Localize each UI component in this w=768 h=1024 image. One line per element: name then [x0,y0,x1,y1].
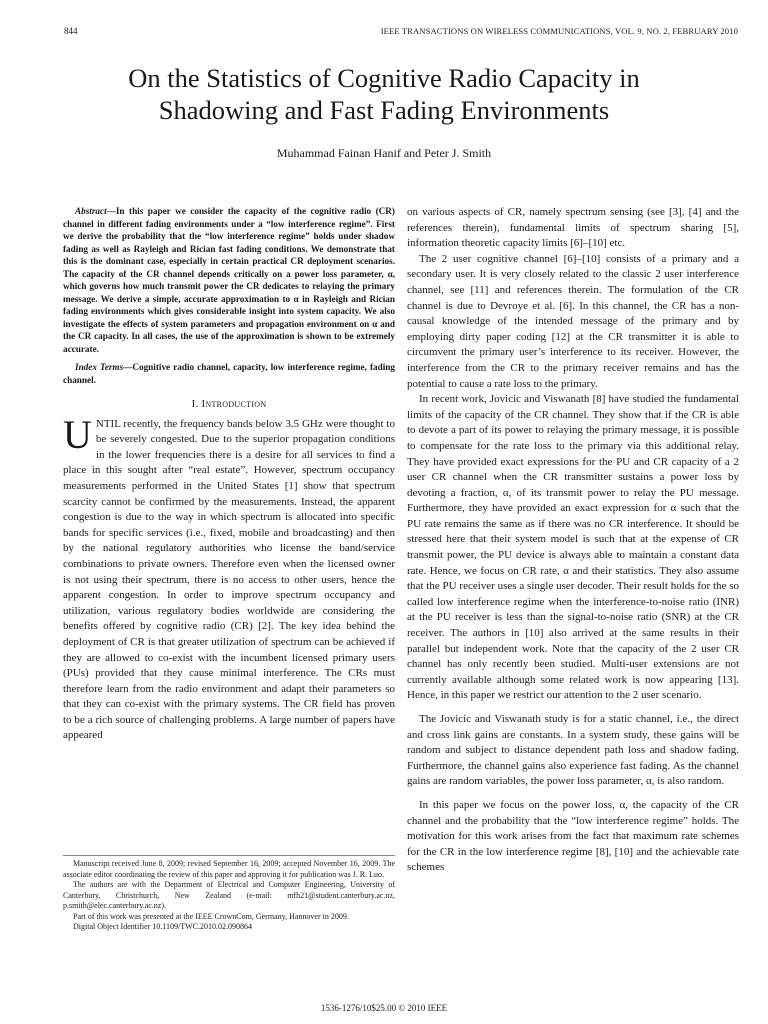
abstract-text: —In this paper we consider the capacity of the cognitive radio (CR) channel in different fading environments under a “low interference regime”. First we derive the probability that the “low interference regime” holds under shadow fading as well as Rayleigh and Rician fast fading conditions. We demonstrate that this is the dominant case, especially in certain practical CR deployment scenarios. The capacity of the CR channel depends critically on a power loss parameter, α, which governs how much transmit power the CR dedicates to relaying the primary message. We derive a simple, accurate approximation to α in Rayleigh and Rician fading environments which gives considerable insight into system capacity. We also investigate the effects of system parameters and propagation environment on α and the CR capacity. In all cases, the use of the approximation is shown to be extremely accurate. [63,206,395,354]
right-paragraph-5: In this paper we focus on the power loss, α, the capacity of the CR channel and the probability that the “low interference regime” holds. The motivation for this work arises from the fact that maximum rate schemes for the CR in the low interference regime [8], [10] and the achievable rate schemes [407,798,739,874]
copyright-line: 1536-1276/10$25.00 © 2010 IEEE [320,1003,448,1013]
section-title: Introduction [201,398,267,410]
right-paragraph-1: on various aspects of CR, namely spectrum sensing (see [3], [4] and the references therein), fundamental limits of spectrum sharing [5], information theoretic capacity limits [6]–[10] etc. [407,206,739,250]
index-terms-label: Index Terms [75,362,124,372]
footnote-presented: Part of this work was presented at the IEEE CrownCom, Germany, Hannover in 2009. [73,911,349,921]
right-paragraph-3: In recent work, Jovicic and Viswanath [8] have studied the fundamental limits of the capacity of the CR channel. They show that if the CR is able to devote a part of its power to relaying the primary message, it is possible to compensate for the rate loss to the primary via this additional relay. They have provided exact expressions for the PU and CR capacity of a 2 user CR channel when the CR transmitter sustains a power loss by devoting a fraction, α, of its transmit power to relay the PU message. Furthermore, they have provided an exact expression for α such that the PU rate remains the same as if there was no CR interference. It should be stressed here that their system model is such that at the expense of CR transmit power, the PU device is always able to maintain a constant data rate. Hence, we focus on CR rate, α and their statistics. They also assume that the PU receiver uses a single user decoder. Their result holds for the so called low interference regime when the interference-to-noise ratio (INR) at the PU receiver is less than the signal-to-noise ratio (SNR) at the CR receiver. The authors in [10] also arrived at the same results in their parallel but independent work. Note that the capacity of the 2 user CR channel has only recently been studied. Multi-user extensions are not currently available although some related work is now appearing [13]. Hence, in this paper we restrict our attention to the 2 user scenario. [407,393,739,702]
page-number: 844 [64,26,78,36]
title-line-1: On the Statistics of Cognitive Radio Capacity in [128,63,640,93]
paper-title [0,62,768,126]
section-number: I. [191,398,202,410]
footnote-doi: Digital Object Identifier 10.1109/TWC.2010.02.090864 [73,922,253,931]
index-terms [63,361,395,386]
abstract-label: Abstract [75,206,107,216]
right-paragraph-2: The 2 user cognitive channel [6]–[10] consists of a primary and a secondary user. It is very closely related to the classic 2 user interference channel, see [11] and references therein. The formulation of the CR channel is due to Devroye et al. [6]. In this channel, the CR has a non-causal knowledge of the intended message of the primary and by employing dirty paper coding [12] at the CR transmitter it is able to circumvent the primary user’s interference to its receiver. However, the interference from the CR to the primary receiver remains and has the potential to cause a rate loss to the primary. [407,252,739,390]
right-paragraph-4: The Jovicic and Viswanath study is for a static channel, i.e., the direct and cross link gains are constants. In a system study, these gains will be random and subject to distance dependent path loss and shadow fading. Furthermore, the channel gains also experience fast fading. As the channel gains are random variables, the power loss parameter, α, is also random. [407,713,739,788]
intro-paragraph [63,411,395,744]
intro-caps: NTIL [95,417,121,430]
running-header: IEEE TRANSACTIONS ON WIRELESS COMMUNICATIONS, VOL. 9, NO. 2, FEBRUARY 2010 [380,26,738,36]
left-column [63,205,395,744]
dropcap: U [63,411,92,457]
abstract [63,205,395,355]
title-line-2: Shadowing and Fast Fading Environments [158,95,610,125]
footnotes [63,855,395,933]
footnote-affiliation: The authors are with the Department of Electrical and Computer Engineering, University of Canterbury, Christchurch, New Zealand (e-mail: mfh21@student.canterbury.ac.nz, p.smith@elec.canterbury.ac.nz). [63,880,395,910]
intro-text: recently, the frequency bands below 3.5 GHz were thought to be severely congested. Due to the superior propagation conditions in the lower frequencies there is a desire for all services to find a place in this sought after “real estate”. However, spectrum occupancy measurements performed in the United States [1] show that spectrum scarcity cannot be confirmed by the measurements. Instead, the apparent congestion is due to the way in which spectrum is allocated into specific bands for specific services (i.e., fixed, mobile and broadcasting) and then by the national regulatory authorities who license the band/service combinations to private owners. Therefore even when the licensed owner is not using their spectrum, there is no access to other users, hence the apparent congestion. In order to improve spectrum occupancy and utilization, various regulatory bodies worldwide are considering the benefits offered by cognitive radio (CR) [2]. The key idea behind the deployment of CR is that greater utilization of spectrum can be achieved if they are allowed to co-exist with the incumbent licensed primary users (PUs) provided that they cause minimal interference. The CRs must therefore learn from the radio environment and adapt their parameters so that they can co-exist with the primary systems. The CR field has proven to be a rich source of challenging problems. A large number of papers have appeared [63,417,395,742]
section-heading-introduction [63,397,395,413]
footnote-received: Manuscript received June 8, 2009; revised September 16, 2009; accepted November 16, 2009. The associate editor coordinating the review of this paper and approving it for publication was J. R. Luo. [63,859,395,879]
index-terms-text: —Cognitive radio channel, capacity, low interference regime, fading channel. [63,362,396,385]
authors: Muhammad Fainan Hanif and Peter J. Smith [276,146,492,160]
right-column [407,205,739,876]
